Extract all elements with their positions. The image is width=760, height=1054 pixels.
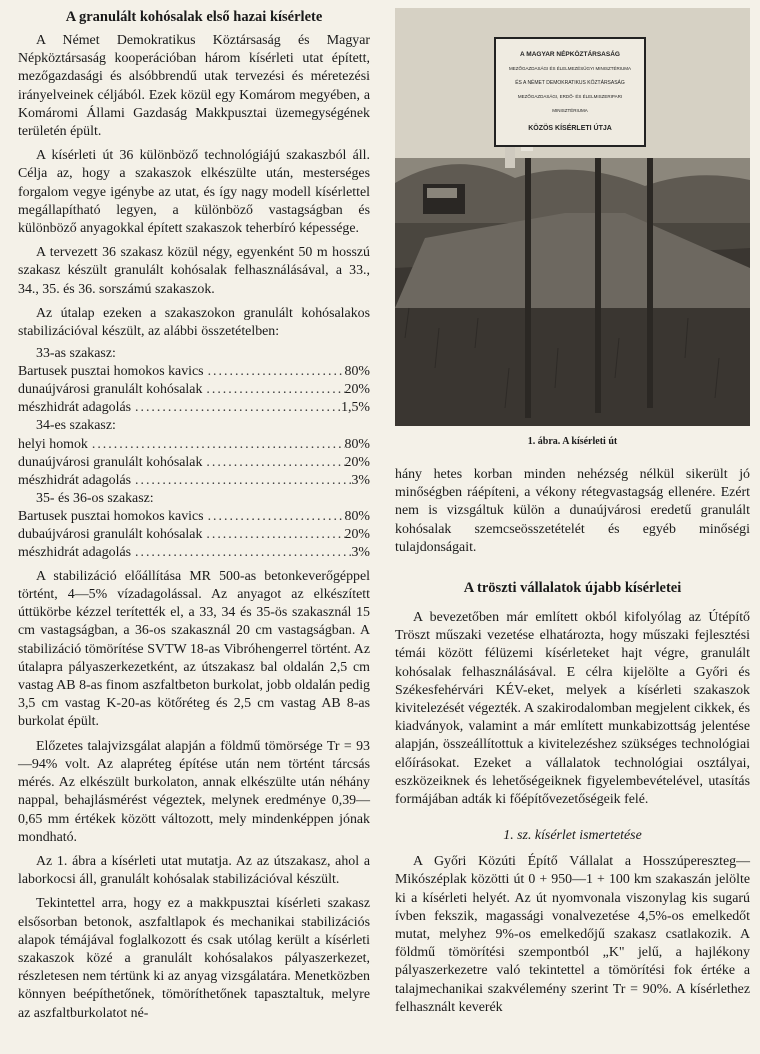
leader-dots — [131, 399, 341, 417]
leader-dots — [202, 454, 344, 472]
recipe-row — [18, 363, 370, 381]
recipe-row — [18, 526, 370, 544]
paragraph: A bevezetőben már említett okból kifolyólag az Útépítő Tröszt műszaki vezetése elhatározta, hogy műszaki fejlesztési témái között félüzemi kísérleteket hajt végre, granulált kohósalak felhasználásával. E célra kijelölte a Győri és Székesfehérvári KÉV-eket, melyek a kísérleti szakaszok kivitelezését végezték. A szakirodalomban megjelent cikkek, és kiadványok, valamint a már említett munkabizottság jelentése alapján, összeállítottuk a kivitelezéshez szükséges technológiai előírásokat. Ezeket a vállalatok technológiai osztályai, eszközeiknek és lehetőségeiknek figyelembevételével, utasítás formájában adták ki főépítővezetőségeik felé. — [395, 610, 750, 808]
leader-dots — [202, 526, 344, 544]
sign-line: MEZŐGAZDASÁGI, ERDŐ- ÉS ÉLELMISZERIPARI — [517, 94, 623, 99]
material-name: Bartusek pusztai homokos kavics — [18, 508, 204, 524]
material-percent: 20% — [344, 454, 370, 470]
material-percent: 1,5% — [341, 400, 370, 416]
sign-line: MEZŐGAZDASÁGI ÉS ÉLELMEZÉSÜGYI MINISZTÉRIUMA — [508, 66, 632, 71]
recipe-row — [18, 472, 370, 490]
material-percent: 20% — [344, 382, 370, 398]
recipe-row — [18, 508, 370, 526]
recipe-list — [18, 345, 370, 562]
material-name: dunaújvárosi granulált kohósalak — [18, 454, 203, 470]
recipe-block — [18, 417, 370, 489]
recipe-row — [18, 544, 370, 562]
recipe-row — [18, 381, 370, 399]
paragraph: Tekintettel arra, hogy ez a makkpusztai kísérleti szakasz elsősorban betonok, aszfaltlapok és mechanikai stabilizációs alapok témájával foglalkozott és csak utólag került a kísérleti szakaszok közé a granulált kohósalakos pályaszerkezet, részletesen nem tértünk ki az anyag vizsgálatára. Menetközben könnyen beépíthetőnek, tömöríthetőnek tapasztaltuk, melyre az aszfaltburkolatot né- — [18, 896, 370, 1021]
sign-line: KÖZÖS KÍSÉRLETI ÚTJA — [528, 125, 612, 132]
paragraph: Az útalap ezeken a szakaszokon granulált kohósalakos stabilizációval készült, az alábbi összetételben: — [18, 305, 370, 340]
recipe-block — [18, 490, 370, 562]
leader-dots — [131, 544, 351, 562]
leader-dots — [202, 381, 344, 399]
photo-illustration — [395, 8, 750, 426]
paragraph: Az 1. ábra a kísérleti utat mutatja. Az az útszakasz, ahol a laborkocsi áll, granulált kohósalak stabilizációval készült. — [18, 853, 370, 888]
material-name: dubaújvárosi granulált kohósalak — [18, 526, 203, 542]
paragraph: A stabilizáció előállítása MR 500-as betonkeverőgéppel történt, 4—5% vízadagolással. Az anyagot az elkészített úttükörbe kézzel terítették el, a 33, 34 és 35-ös szakasznál 15 cm vastagságban, a 36-os szakasznál 20 cm vastagságban. A stabilizáció tömörítése SVTW 18-as Vibróhengerrel történt. Az útalapra pályaszerkezetként, az útszakasz bal oldalán 2,5 cm vastag AB 8-as finom aszfaltbeton burkolat, jobb oldalán pedig 3,5 cm vastag K-20-as kötőréteg és 2,5 cm vastag AB 8-as burkolat épült. — [18, 568, 370, 730]
material-name: mészhidrát adagolás — [18, 472, 132, 488]
recipe-label: 33-as szakasz: — [36, 346, 116, 362]
material-name: mészhidrát adagolás — [18, 544, 132, 560]
paragraph: A kísérleti út 36 különböző technológiájú szakaszból áll. Célja az, hogy a szakaszok elkészülte után, mesterséges forgalom vegye igénybe az utat, és így nagy modell kísérlettel megállapítható legyen, a különböző vastagságban és különböző anyagokkal épített szakaszok teherbíró képessége. — [18, 148, 370, 237]
leader-dots — [88, 436, 345, 454]
material-name: dunaújvárosi granulált kohósalak — [18, 382, 203, 398]
material-percent: 3% — [351, 472, 370, 488]
material-percent: 80% — [344, 436, 370, 452]
leader-dots — [204, 508, 345, 526]
material-percent: 20% — [344, 526, 370, 542]
subsection-title: 1. sz. kísérlet ismertetése — [503, 828, 642, 844]
material-name: Bartusek pusztai homokos kavics — [18, 364, 204, 380]
sign-line: MINISZTÉRIUMA — [552, 108, 588, 113]
sign-line: ÉS A NÉMET DEMOKRATIKUS KÖZTÁRSASÁG — [515, 80, 625, 86]
material-percent: 3% — [351, 544, 370, 560]
paragraph: Előzetes talajvizsgálat alapján a földmű tömörsége Tr = 93—94% volt. Az alapréteg építése után nem történt tárcsás mérés. Az elkészült burkolaton, annak elkészülte után néhány nappal, behajlásmérést végeztek, melynek eredménye 0,39—0,65 mm értékek között változott, mely mindenképpen jónak mondható. — [18, 738, 370, 845]
road-photo — [395, 8, 750, 426]
article-title: A granulált kohósalak első hazai kísérlete — [65, 9, 323, 25]
recipe-row — [18, 436, 370, 454]
material-percent: 80% — [344, 508, 370, 524]
figure-caption: 1. ábra. A kísérleti út — [527, 436, 618, 447]
recipe-label: 35- és 36-os szakasz: — [36, 490, 154, 506]
paragraph: hány hetes korban minden nehézség nélkül sikerült jó minőségben ráépíteni, a vékony rétegvastagság ellenére. Ezért nem is vizsgáltuk külön a dunaújvárosi eredetű granulált kohósalak szemcseösszetételét és egyéb minőségi tulajdonságait. — [395, 467, 750, 555]
material-name: helyi homok — [18, 436, 88, 452]
left-column — [18, 0, 370, 1023]
paragraph: A Német Demokratikus Köztársaság és Magyar Népköztársaság kooperációban három kísérleti utat épített, mezőgazdasági és alsóbbrendű utak tervezési és méretezési irányelveinek céljából. Ezek közül egy Komárom megyében, a Komáromi Állami Gazdaság Makkpusztai üzemegységének területén épült. — [18, 33, 370, 140]
recipe-block — [18, 345, 370, 417]
recipe-row — [18, 454, 370, 472]
leader-dots — [131, 472, 351, 490]
section-title: A tröszti vállalatok újabb kísérletei — [463, 580, 682, 597]
material-percent: 80% — [344, 364, 370, 380]
recipe-row — [18, 399, 370, 417]
leader-dots — [204, 363, 345, 381]
sign-line: A MAGYAR NÉPKÖZTÁRSASÁG — [520, 51, 620, 58]
right-column — [395, 0, 750, 1017]
paragraph: A tervezett 36 szakasz közül négy, egyenként 50 m hosszú szakasz készült granulált kohósalak felhasználásával, a 33., 34., 35. és 36. sorszámú szakaszok. — [18, 245, 370, 297]
recipe-label: 34-es szakasz: — [36, 418, 116, 434]
material-name: mészhidrát adagolás — [18, 400, 132, 416]
paragraph: A Győri Közúti Építő Vállalat a Hosszúpereszteg—Mikószéplak közötti út 0 + 950—1 + 100 km szakaszán jelölte ki a kísérleti helyét. Az út nyomvonala viszonylag kis sugarú ívben fekszik, magassági vonalvezetése 4,5%-os emelkedőt mutat, melyhez 9%-os emelkedőjű szakasz csatlakozik. A földmű tömörítési szempontból „K" jelű, a hajlékony pályaszerkezetre való tekintettel a tömörítési fok értéke a talajmechanikai szakvélemény szerint Tr = 90%. A kísérlethez felhasznált keverék — [395, 854, 750, 1015]
